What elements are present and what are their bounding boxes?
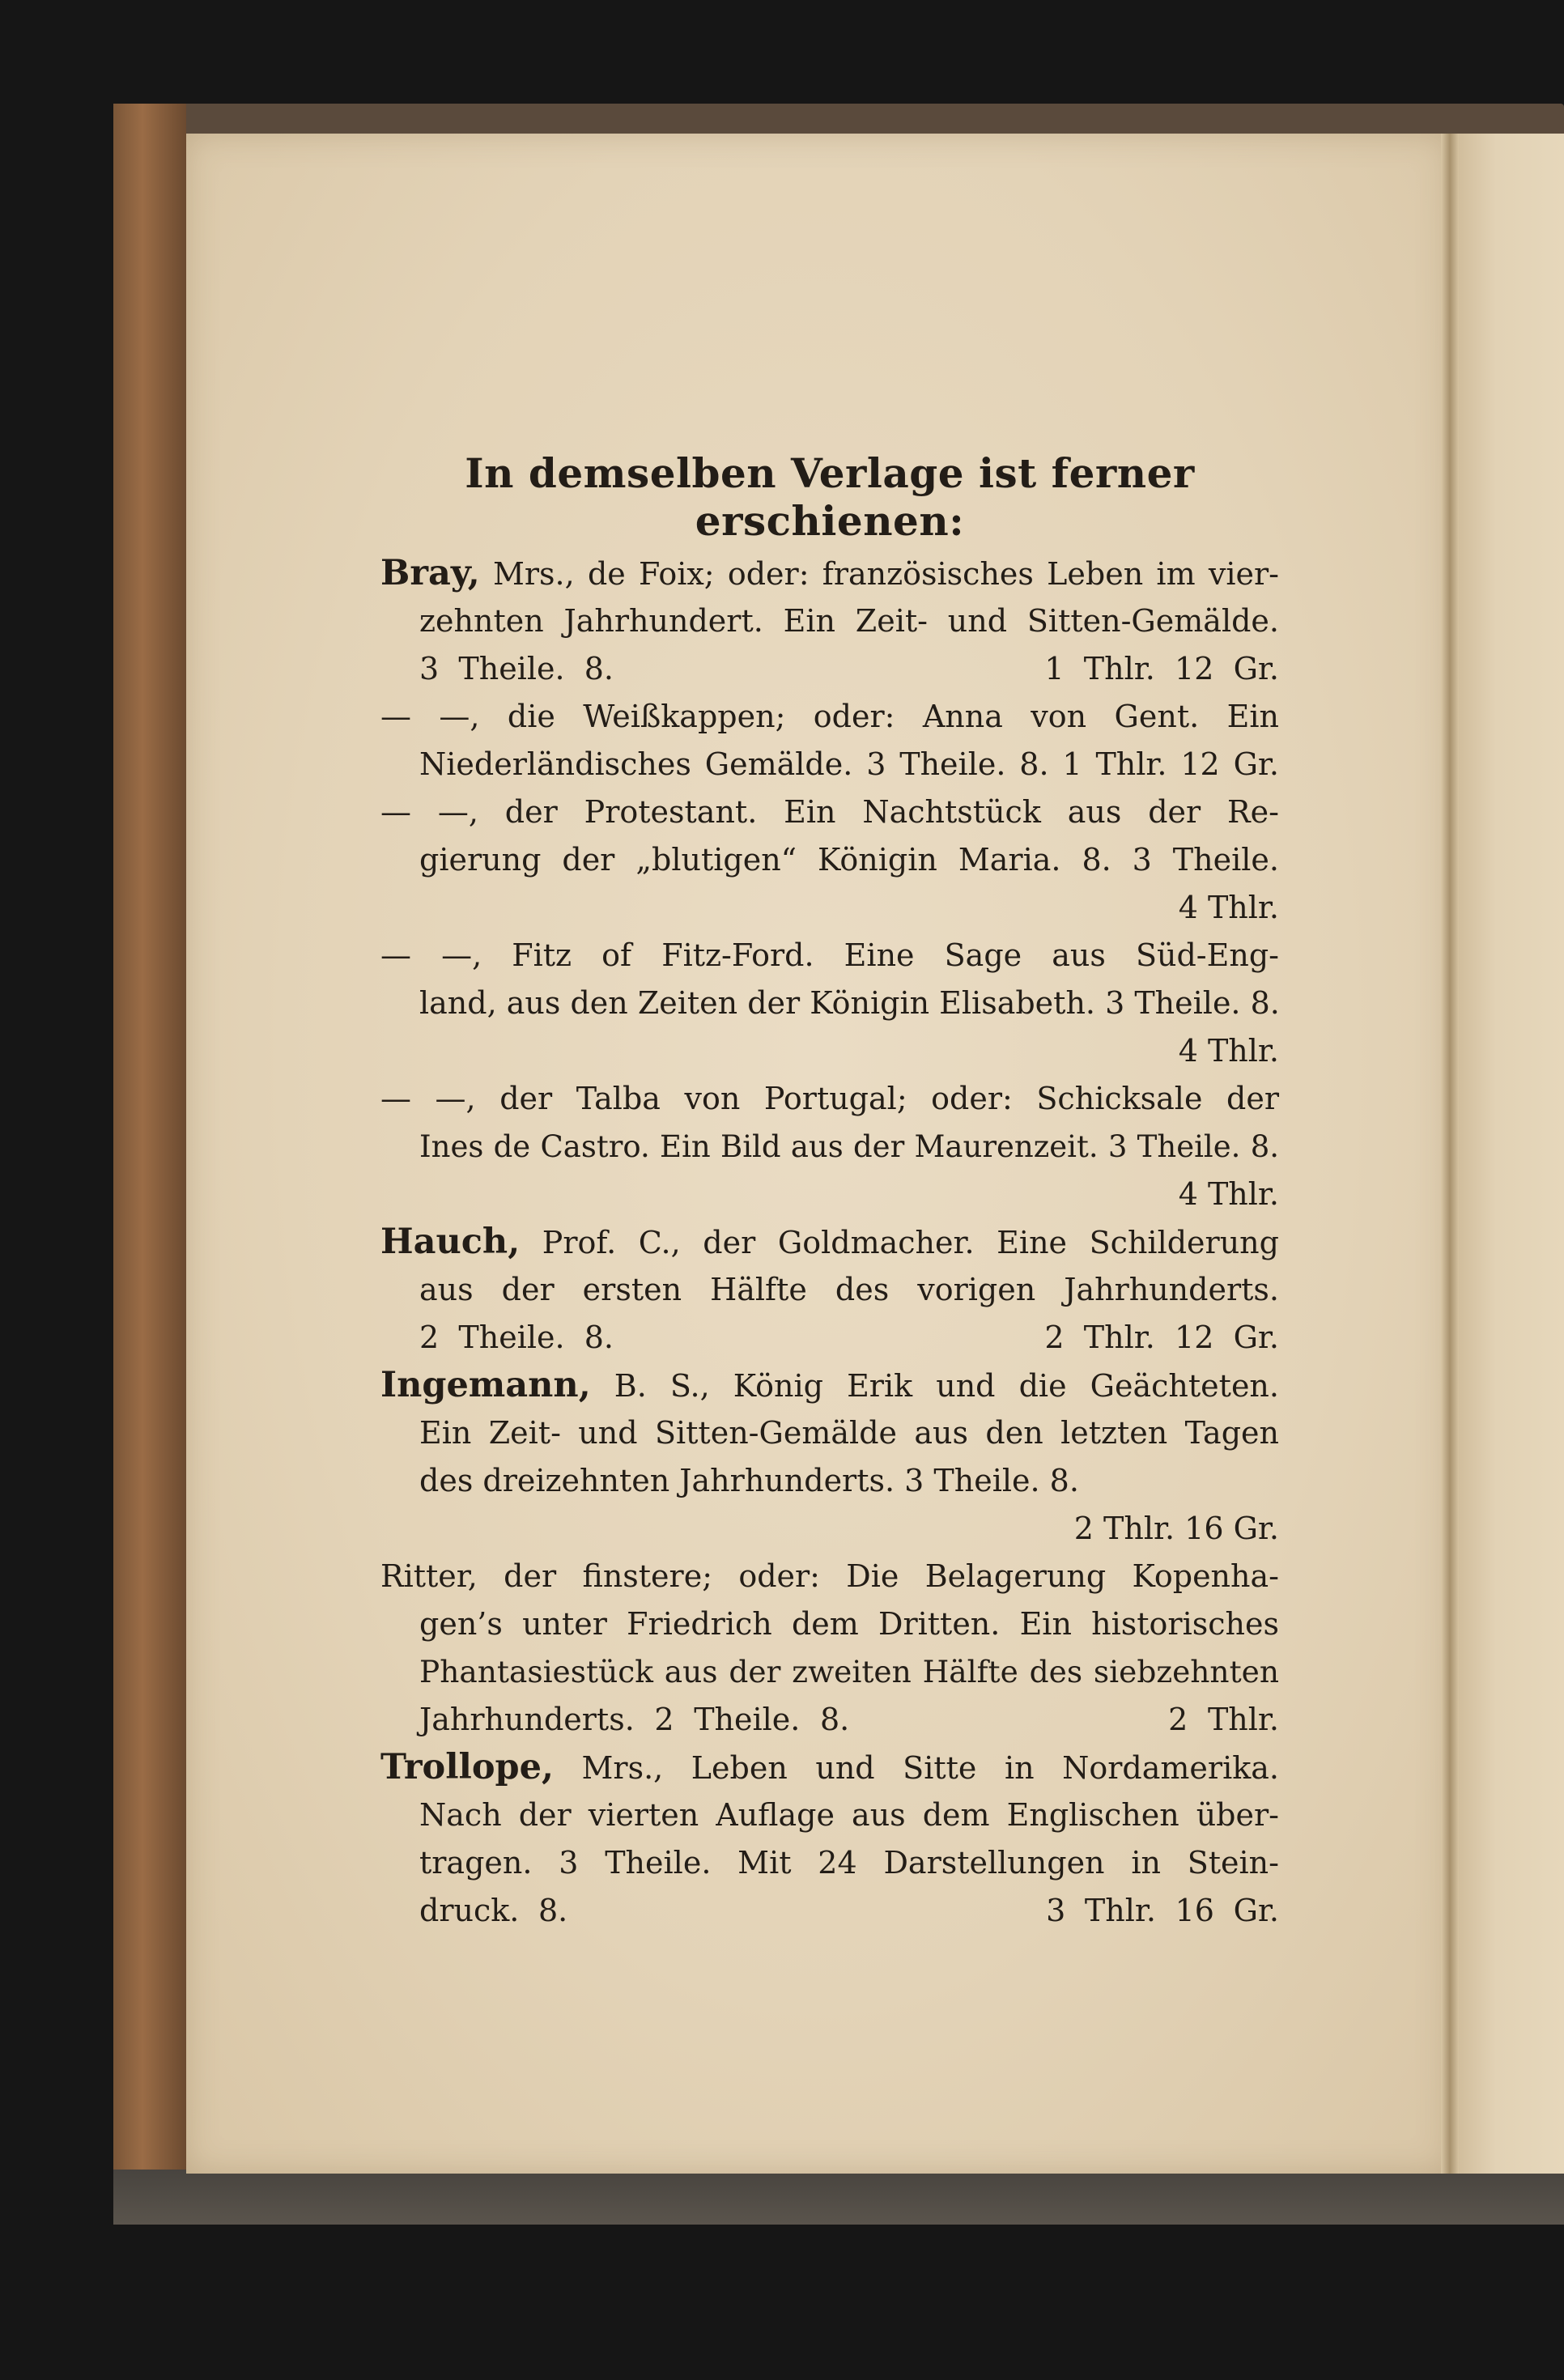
- entry-line: gierung der „blutigen“ Königin Maria. 8. 3 Theile.: [419, 842, 1279, 878]
- entry-line: Niederländisches Gemälde. 3 Theile. 8. 1 Thlr. 12 Gr.: [419, 746, 1279, 782]
- entry-line: land, aus den Zeiten der Königin Elisabeth. 3 Theile. 8.: [419, 985, 1280, 1021]
- entry-line: 3 Theile. 8. 1 Thlr. 12 Gr.: [419, 651, 1279, 686]
- entry-line: Trollope, Mrs., Leben und Sitte in Nordamerika.: [380, 1747, 1279, 1787]
- entry-line: gen’s unter Friedrich dem Dritten. Ein historisches: [419, 1606, 1279, 1642]
- page-gutter: [1441, 134, 1459, 2174]
- entry-price: 2 Thlr. 16 Gr.: [1073, 1511, 1279, 1546]
- entry-line: des dreizehnten Jahrhunderts. 3 Theile. 8.: [419, 1463, 1079, 1498]
- page-heading: In demselben Verlage ist ferner erschienen:: [465, 449, 1195, 545]
- entry-line: 2 Theile. 8. 2 Thlr. 12 Gr.: [419, 1320, 1279, 1355]
- entry-line: aus der ersten Hälfte des vorigen Jahrhunderts.: [419, 1272, 1279, 1307]
- author-name: Hauch,: [380, 1222, 521, 1262]
- entry-line: — —, der Talba von Portugal; oder: Schicksale der: [380, 1081, 1279, 1116]
- entry-line: — —, Fitz of Fitz-Ford. Eine Sage aus Süd-Eng-: [380, 937, 1279, 973]
- entry-line: Hauch, Prof. C., der Goldmacher. Eine Schilderung: [380, 1222, 1279, 1262]
- facing-page: [1451, 134, 1564, 2174]
- entry-price: 4 Thlr.: [1178, 1033, 1279, 1069]
- entry-line: Ingemann, B. S., König Erik und die Geächteten.: [380, 1365, 1279, 1405]
- entry-line: Bray, Mrs., de Foix; oder: französisches Leben im vier-: [380, 553, 1279, 593]
- author-name: Ingemann,: [380, 1365, 591, 1405]
- entry-line: Ritter, der finstere; oder: Die Belagerung Kopenha-: [380, 1558, 1279, 1594]
- entry-line: Jahrhunderts. 2 Theile. 8. 2 Thlr.: [419, 1702, 1279, 1737]
- entry-line: Ein Zeit- und Sitten-Gemälde aus den letzten Tagen: [419, 1415, 1279, 1451]
- advertisement-text: [380, 449, 1279, 1935]
- entry-line: Ines de Castro. Ein Bild aus der Maurenzeit. 3 Theile. 8.: [419, 1129, 1279, 1164]
- entry-price: 4 Thlr.: [1178, 1176, 1279, 1212]
- entry-line: — —, die Weißkappen; oder: Anna von Gent. Ein: [380, 699, 1279, 734]
- leather-spine: [113, 104, 186, 2225]
- entry-line: Phantasiestück aus der zweiten Hälfte des siebzehnten: [419, 1654, 1279, 1689]
- entry-line: tragen. 3 Theile. Mit 24 Darstellungen in Stein-: [419, 1845, 1279, 1881]
- entry-line: — —, der Protestant. Ein Nachtstück aus der Re-: [380, 794, 1279, 830]
- author-name: Trollope,: [380, 1747, 554, 1787]
- cover-bottom-edge: [113, 2170, 1564, 2225]
- author-name: Bray,: [380, 553, 480, 593]
- entry-line: Nach der vierten Auflage aus dem Englischen über-: [419, 1797, 1279, 1833]
- entry-line: zehnten Jahrhundert. Ein Zeit- und Sitten-Gemälde.: [419, 603, 1279, 639]
- entry-line: druck. 8. 3 Thlr. 16 Gr.: [419, 1893, 1279, 1928]
- entry-price: 4 Thlr.: [1178, 890, 1279, 925]
